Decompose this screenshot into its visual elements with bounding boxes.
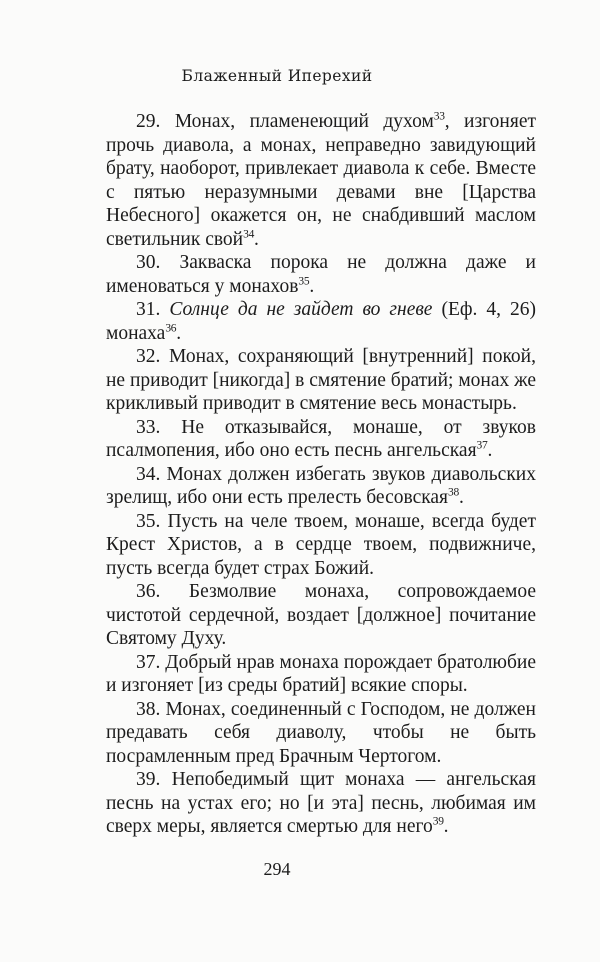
text-segment: 38. Монах, соединенный с Господом, не должен предавать себя диаволу, чтобы не быть посрамленным пред Брачным Чертогом. (106, 698, 536, 767)
footnote-ref: 34 (243, 228, 255, 240)
footnote-ref: 38 (448, 486, 459, 499)
paragraph-38 (106, 698, 536, 769)
text-segment: . (458, 487, 464, 508)
paragraph-33 (106, 416, 536, 463)
paragraph-29 (106, 110, 536, 251)
page-number: 294 (263, 859, 291, 879)
text-segment: . (443, 816, 449, 837)
footnote-ref: 33 (433, 110, 445, 123)
paragraph-31 (106, 298, 536, 345)
text-segment: (Еф. 4, 26) монаха (106, 299, 536, 344)
text-segment: . (309, 275, 315, 297)
text-segment: . (176, 322, 182, 344)
running-header: Блаженный Иперехий (181, 67, 373, 85)
text-segment: 31. (136, 299, 170, 320)
scripture-quote: Солнце да не зайдет во гневе (169, 299, 433, 320)
text-segment: 36. Безмолвие монаха, сопровождаемое чистотой сердечной, воздает [должное] почитание Святому Духу. (106, 581, 536, 649)
paragraph-30 (106, 251, 536, 298)
text-segment: 29. Монах, пламенеющий духом (136, 111, 434, 132)
text-segment: 37. Добрый нрав монаха порождает братолюбие и изгоняет [из среды братий] всякие споры. (106, 651, 536, 696)
footnote-ref: 37 (476, 439, 488, 452)
text-segment: 39. Непобедимый щит монаха — ангельская песнь на устах его; но [и эта] песнь, любимая им сверх меры, является смертью для него (106, 769, 536, 837)
text-segment: 34. Монах должен избегать звуков диавольских зрелищ, ибо они есть прелесть бесовская (106, 463, 536, 508)
paragraph-37 (106, 651, 536, 698)
text-segment: . (254, 228, 259, 250)
text-segment: 35. Пусть на челе твоем, монаше, всегда будет Крест Христов, а в сердце твоем, подвижниче, пусть всегда будет страх Божий. (106, 510, 536, 579)
text-segment: 30. Закваска порока не должна даже и именоваться у монахов (106, 252, 536, 297)
footnote-ref: 35 (298, 275, 310, 287)
paragraph-39 (106, 768, 536, 839)
text-segment: , изгоняет прочь диавола, а монах, неправедно завидующий брату, наоборот, привлекает диавола к себе. Вместе с пятью неразумными девами вне [Царства Небесного] окажется он, не снабдивший маслом светильник свой (106, 111, 537, 250)
text-segment: . (487, 440, 493, 461)
text-segment: 33. Не отказывайся, монаше, от звуков псалмопения, ибо оно есть песнь ангельская (106, 416, 536, 461)
paragraph-35 (106, 510, 536, 581)
footnote-ref: 39 (432, 815, 444, 828)
footnote-ref: 36 (165, 322, 177, 334)
text-block (106, 110, 536, 839)
paragraph-36 (106, 580, 536, 651)
paragraph-34 (106, 463, 536, 510)
paragraph-32 (106, 345, 536, 416)
text-segment: 32. Монах, сохраняющий [внутренний] покой, не приводит [никогда] в смятение братий; монах же крикливый приводит в смятение весь монастырь. (106, 346, 536, 414)
